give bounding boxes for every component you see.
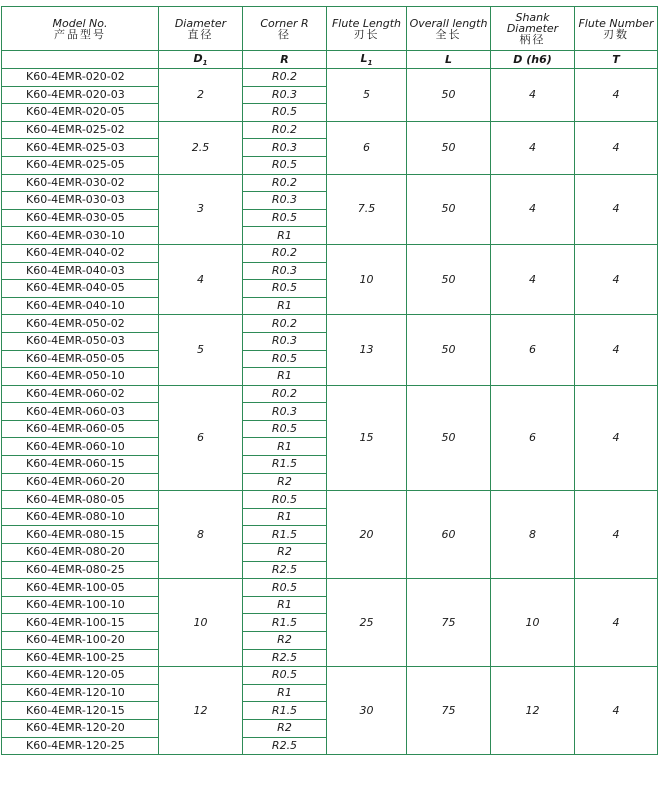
model-cell: K60-4EMR-120-25 — [2, 737, 159, 755]
shank-diameter-cell: 6 — [491, 315, 575, 385]
corner-radius-cell: R0.5 — [243, 156, 327, 174]
overall-length-cell: 50 — [407, 174, 491, 244]
model-cell: K60-4EMR-020-02 — [2, 69, 159, 87]
corner-radius-cell: R1 — [243, 596, 327, 614]
model-cell: K60-4EMR-060-02 — [2, 385, 159, 403]
model-cell: K60-4EMR-060-10 — [2, 438, 159, 456]
flute-length-cell: 10 — [327, 244, 407, 314]
corner-radius-cell: R0.3 — [243, 332, 327, 350]
symbol-flute-length: $L_1$ — [327, 51, 407, 69]
corner-radius-cell: R0.3 — [243, 139, 327, 157]
model-cell: K60-4EMR-025-03 — [2, 139, 159, 157]
table-row — [2, 667, 658, 685]
corner-radius-cell: R0.3 — [243, 403, 327, 421]
model-cell: K60-4EMR-100-05 — [2, 579, 159, 597]
symbol-row — [2, 51, 658, 69]
table-row — [2, 69, 658, 87]
overall-length-cell: 50 — [407, 121, 491, 174]
symbol-shank-diameter: D (h6) — [491, 51, 575, 69]
model-cell: K60-4EMR-025-02 — [2, 121, 159, 139]
diameter-cell: 6 — [159, 385, 243, 491]
model-cell: K60-4EMR-040-05 — [2, 280, 159, 298]
corner-radius-cell: R0.5 — [243, 420, 327, 438]
flute-length-cell: 5 — [327, 69, 407, 122]
model-cell: K60-4EMR-025-05 — [2, 156, 159, 174]
corner-radius-cell: R0.2 — [243, 121, 327, 139]
flute-length-cell: 30 — [327, 667, 407, 755]
model-cell: K60-4EMR-100-15 — [2, 614, 159, 632]
overall-length-cell: 60 — [407, 491, 491, 579]
corner-radius-cell: R1 — [243, 227, 327, 245]
corner-radius-cell: R1.5 — [243, 456, 327, 474]
corner-radius-cell: R0.3 — [243, 192, 327, 210]
table-row — [2, 491, 658, 509]
table-row — [2, 385, 658, 403]
model-cell: K60-4EMR-050-03 — [2, 332, 159, 350]
header-shank-diameter: Shank Diameter 柄径 — [491, 7, 575, 51]
header-flute-length: Flute Length 刃长 — [327, 7, 407, 51]
corner-radius-cell: R0.2 — [243, 385, 327, 403]
corner-radius-cell: R2.5 — [243, 737, 327, 755]
model-cell: K60-4EMR-050-05 — [2, 350, 159, 368]
shank-diameter-cell: 8 — [491, 491, 575, 579]
model-cell: K60-4EMR-030-10 — [2, 227, 159, 245]
diameter-cell: 4 — [159, 244, 243, 314]
corner-radius-cell: R2 — [243, 473, 327, 491]
model-cell: K60-4EMR-120-20 — [2, 719, 159, 737]
corner-radius-cell: R1.5 — [243, 526, 327, 544]
flute-number-cell: 4 — [575, 121, 658, 174]
corner-radius-cell: R2.5 — [243, 649, 327, 667]
diameter-cell: 10 — [159, 579, 243, 667]
model-cell: K60-4EMR-060-15 — [2, 456, 159, 474]
overall-length-cell: 50 — [407, 315, 491, 385]
flute-number-cell: 4 — [575, 315, 658, 385]
diameter-cell: 3 — [159, 174, 243, 244]
corner-radius-cell: R1 — [243, 368, 327, 386]
corner-radius-cell: R0.5 — [243, 350, 327, 368]
header-flute-number: Flute Number 刃数 — [575, 7, 658, 51]
flute-length-cell: 13 — [327, 315, 407, 385]
diameter-cell: 8 — [159, 491, 243, 579]
header-diameter: Diameter 直径 — [159, 7, 243, 51]
corner-radius-cell: R0.5 — [243, 491, 327, 509]
corner-radius-cell: R0.2 — [243, 315, 327, 333]
symbol-flute-number: T — [575, 51, 658, 69]
model-cell: K60-4EMR-100-20 — [2, 632, 159, 650]
model-cell: K60-4EMR-100-10 — [2, 596, 159, 614]
model-cell: K60-4EMR-030-02 — [2, 174, 159, 192]
corner-radius-cell: R2 — [243, 632, 327, 650]
shank-diameter-cell: 4 — [491, 174, 575, 244]
model-cell: K60-4EMR-080-20 — [2, 544, 159, 562]
table-row — [2, 579, 658, 597]
model-cell: K60-4EMR-100-25 — [2, 649, 159, 667]
table-body — [2, 69, 658, 755]
symbol-diameter: $D_1$ — [159, 51, 243, 69]
flute-length-cell: 6 — [327, 121, 407, 174]
corner-radius-cell: R0.3 — [243, 86, 327, 104]
model-cell: K60-4EMR-020-03 — [2, 86, 159, 104]
flute-number-cell: 4 — [575, 69, 658, 122]
corner-radius-cell: R0.5 — [243, 667, 327, 685]
diameter-cell: 12 — [159, 667, 243, 755]
flute-number-cell: 4 — [575, 667, 658, 755]
overall-length-cell: 50 — [407, 385, 491, 491]
flute-length-cell: 15 — [327, 385, 407, 491]
model-cell: K60-4EMR-030-05 — [2, 209, 159, 227]
symbol-overall-length: L — [407, 51, 491, 69]
corner-radius-cell: R2 — [243, 719, 327, 737]
symbol-model — [2, 51, 159, 69]
shank-diameter-cell: 10 — [491, 579, 575, 667]
flute-length-cell: 7.5 — [327, 174, 407, 244]
model-cell: K60-4EMR-060-20 — [2, 473, 159, 491]
model-cell: K60-4EMR-050-10 — [2, 368, 159, 386]
corner-radius-cell: R1 — [243, 438, 327, 456]
corner-radius-cell: R0.5 — [243, 280, 327, 298]
corner-radius-cell: R0.3 — [243, 262, 327, 280]
diameter-cell: 5 — [159, 315, 243, 385]
corner-radius-cell: R0.2 — [243, 174, 327, 192]
model-cell: K60-4EMR-060-05 — [2, 420, 159, 438]
corner-radius-cell: R0.2 — [243, 69, 327, 87]
table-row — [2, 244, 658, 262]
corner-radius-cell: R0.5 — [243, 104, 327, 122]
model-cell: K60-4EMR-030-03 — [2, 192, 159, 210]
table-row — [2, 315, 658, 333]
shank-diameter-cell: 4 — [491, 69, 575, 122]
model-cell: K60-4EMR-040-02 — [2, 244, 159, 262]
flute-length-cell: 20 — [327, 491, 407, 579]
overall-length-cell: 50 — [407, 244, 491, 314]
overall-length-cell: 75 — [407, 667, 491, 755]
model-cell: K60-4EMR-080-15 — [2, 526, 159, 544]
flute-number-cell: 4 — [575, 579, 658, 667]
corner-radius-cell: R2.5 — [243, 561, 327, 579]
shank-diameter-cell: 4 — [491, 121, 575, 174]
flute-number-cell: 4 — [575, 385, 658, 491]
overall-length-cell: 75 — [407, 579, 491, 667]
shank-diameter-cell: 6 — [491, 385, 575, 491]
model-cell: K60-4EMR-120-15 — [2, 702, 159, 720]
corner-radius-cell: R0.5 — [243, 209, 327, 227]
model-cell: K60-4EMR-040-10 — [2, 297, 159, 315]
header-overall-length: Overall length 全长 — [407, 7, 491, 51]
diameter-cell: 2 — [159, 69, 243, 122]
corner-radius-cell: R1.5 — [243, 702, 327, 720]
flute-length-cell: 25 — [327, 579, 407, 667]
shank-diameter-cell: 12 — [491, 667, 575, 755]
table-row — [2, 121, 658, 139]
model-cell: K60-4EMR-060-03 — [2, 403, 159, 421]
flute-number-cell: 4 — [575, 244, 658, 314]
corner-radius-cell: R1 — [243, 297, 327, 315]
model-cell: K60-4EMR-020-05 — [2, 104, 159, 122]
spec-table — [1, 6, 658, 755]
overall-length-cell: 50 — [407, 69, 491, 122]
model-cell: K60-4EMR-120-05 — [2, 667, 159, 685]
corner-radius-cell: R1 — [243, 684, 327, 702]
diameter-cell: 2.5 — [159, 121, 243, 174]
model-cell: K60-4EMR-050-02 — [2, 315, 159, 333]
symbol-corner: R — [243, 51, 327, 69]
header-row — [2, 7, 658, 51]
corner-radius-cell: R1 — [243, 508, 327, 526]
corner-radius-cell: R2 — [243, 544, 327, 562]
model-cell: K60-4EMR-080-25 — [2, 561, 159, 579]
corner-radius-cell: R1.5 — [243, 614, 327, 632]
corner-radius-cell: R0.5 — [243, 579, 327, 597]
table-row — [2, 174, 658, 192]
flute-number-cell: 4 — [575, 491, 658, 579]
header-model: Model No. 产品型号 — [2, 7, 159, 51]
model-cell: K60-4EMR-080-10 — [2, 508, 159, 526]
flute-number-cell: 4 — [575, 174, 658, 244]
model-cell: K60-4EMR-040-03 — [2, 262, 159, 280]
model-cell: K60-4EMR-120-10 — [2, 684, 159, 702]
model-cell: K60-4EMR-080-05 — [2, 491, 159, 509]
corner-radius-cell: R0.2 — [243, 244, 327, 262]
header-corner: Corner R 径 — [243, 7, 327, 51]
shank-diameter-cell: 4 — [491, 244, 575, 314]
